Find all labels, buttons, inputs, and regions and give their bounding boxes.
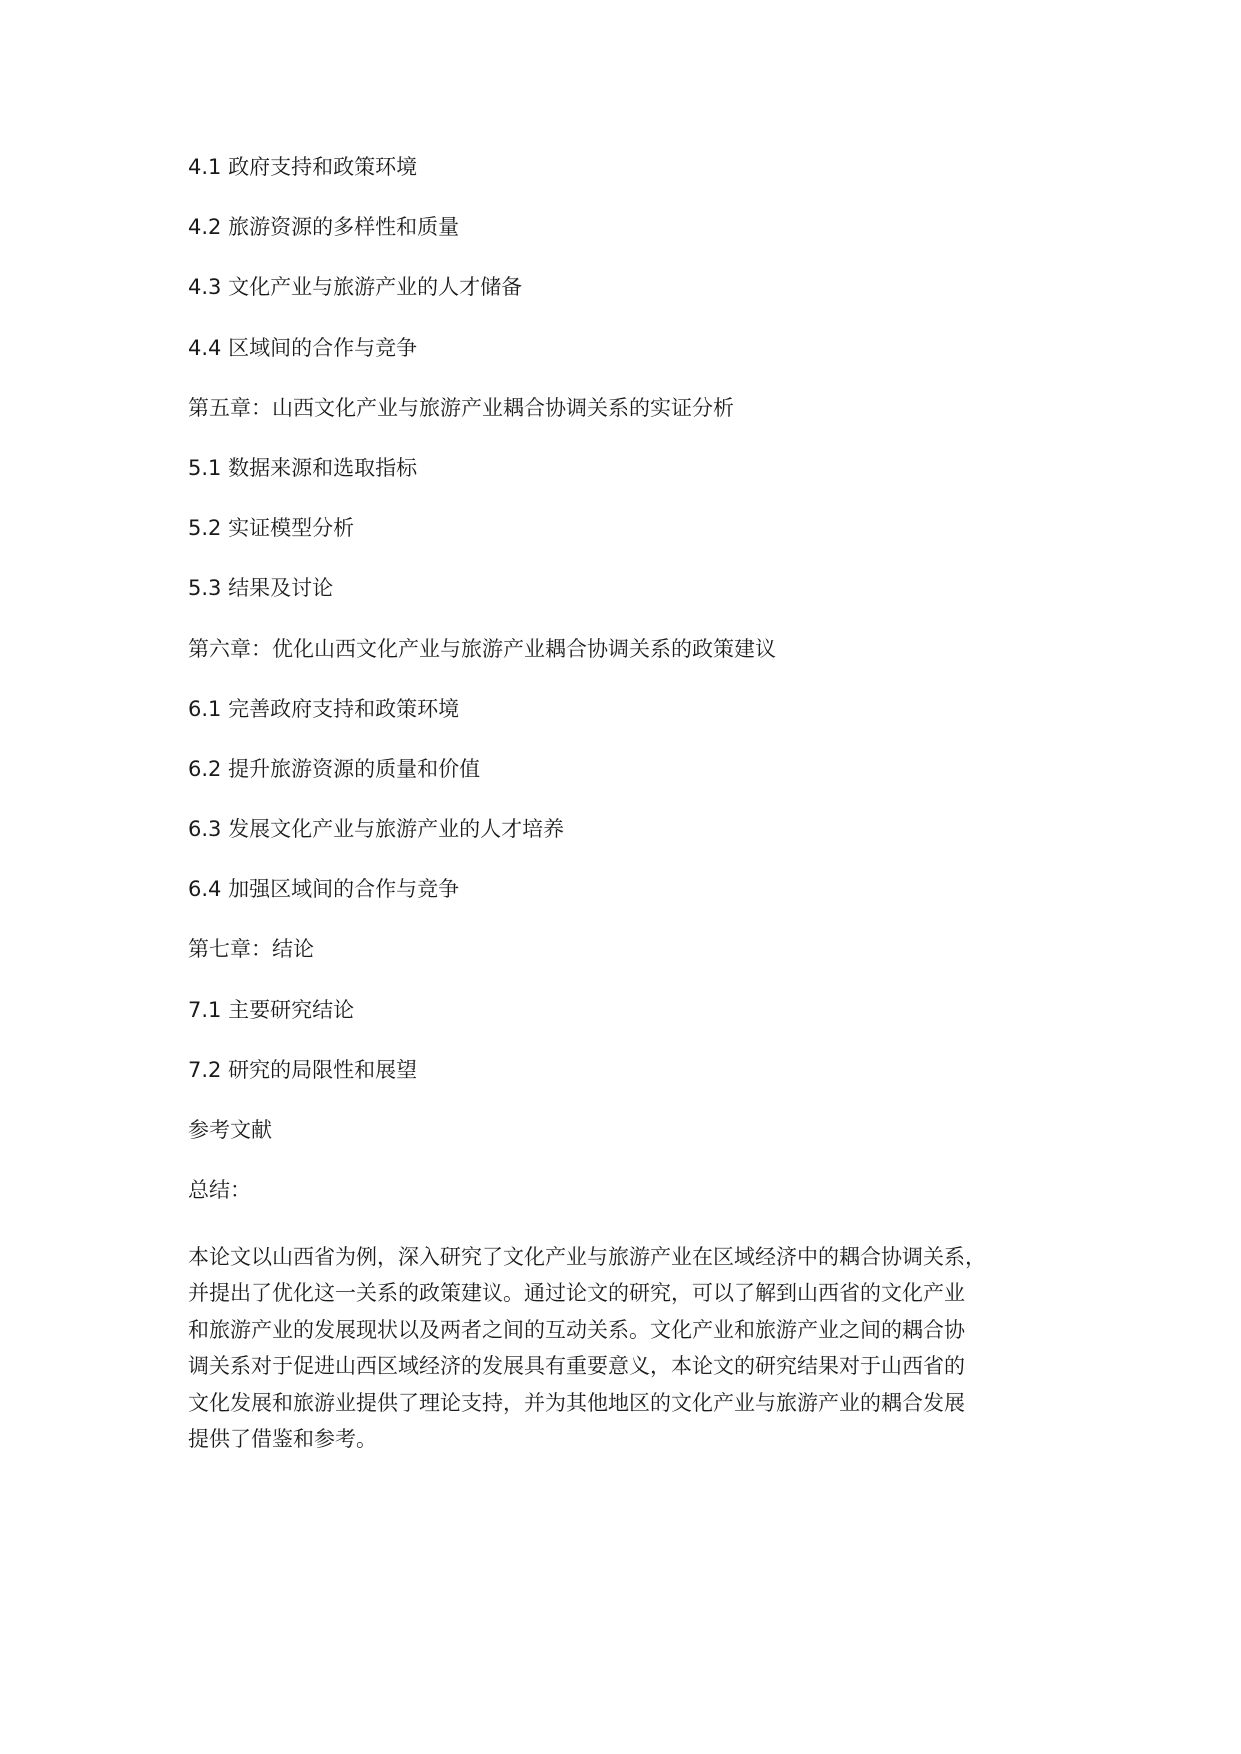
toc-item-5-2: 5.2 实证模型分析 <box>188 516 355 541</box>
toc-item-7-2: 7.2 研究的局限性和展望 <box>188 1057 418 1082</box>
toc-chapter-6: 第六章：优化山西文化产业与旅游产业耦合协调关系的政策建议 <box>188 636 776 661</box>
toc-item-6-1: 6.1 完善政府支持和政策环境 <box>188 696 460 721</box>
summary-line: 并提出了优化这一关系的政策建议。通过论文的研究，可以了解到山西省的文化产业 <box>188 1281 965 1306</box>
summary-line: 提供了借鉴和参考。 <box>188 1427 377 1452</box>
table-of-contents <box>188 154 1088 1237</box>
toc-item-4-2: 4.2 旅游资源的多样性和质量 <box>188 215 460 240</box>
toc-chapter-5: 第五章：山西文化产业与旅游产业耦合协调关系的实证分析 <box>188 395 734 420</box>
toc-item-4-1: 4.1 政府支持和政策环境 <box>188 155 418 179</box>
toc-item-6-2: 6.2 提升旅游资源的质量和价值 <box>188 756 481 781</box>
summary-line: 调关系对于促进山西区域经济的发展具有重要意义，本论文的研究结果对于山西省的 <box>188 1354 965 1379</box>
summary-line: 文化发展和旅游业提供了理论支持，并为其他地区的文化产业与旅游产业的耦合发展 <box>188 1390 965 1415</box>
toc-item-6-3: 6.3 发展文化产业与旅游产业的人才培养 <box>188 817 565 842</box>
summary-line: 本论文以山西省为例，深入研究了文化产业与旅游产业在区域经济中的耦合协调关系， <box>188 1245 986 1269</box>
toc-item-4-3: 4.3 文化产业与旅游产业的人才储备 <box>188 275 523 300</box>
toc-item-5-3: 5.3 结果及讨论 <box>188 576 334 601</box>
summary-paragraph <box>188 1239 1078 1457</box>
toc-item-4-4: 4.4 区域间的合作与竞争 <box>188 335 418 360</box>
toc-chapter-7: 第七章：结论 <box>188 937 314 962</box>
toc-item-7-1: 7.1 主要研究结论 <box>188 997 355 1022</box>
toc-item-5-1: 5.1 数据来源和选取指标 <box>188 455 418 480</box>
toc-item-6-4: 6.4 加强区域间的合作与竞争 <box>188 877 460 902</box>
summary-heading: 总结： <box>188 1178 251 1203</box>
toc-references: 参考文献 <box>188 1118 272 1142</box>
summary-line: 和旅游产业的发展现状以及两者之间的互动关系。文化产业和旅游产业之间的耦合协 <box>188 1317 965 1342</box>
